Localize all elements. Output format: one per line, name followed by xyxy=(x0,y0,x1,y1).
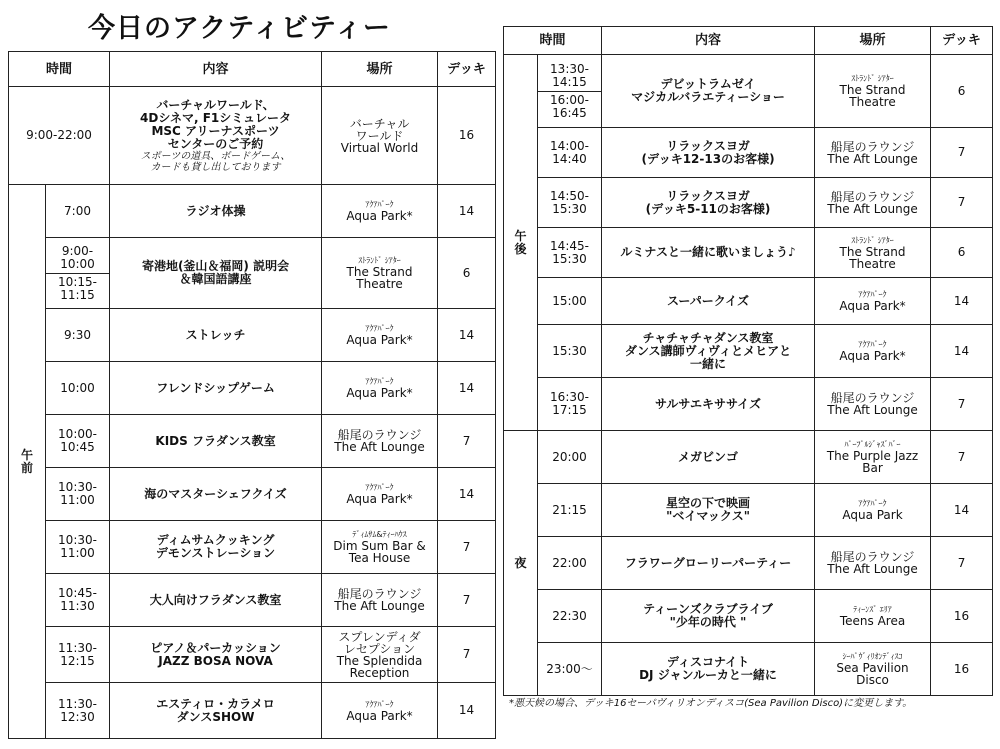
place-name: The Strand Theatre xyxy=(346,265,413,291)
time-cell: 9:30 xyxy=(46,309,110,362)
time-cell: 11:30- 12:15 xyxy=(46,627,110,683)
activity-cell: ストレッチ xyxy=(110,309,322,362)
schedule-row xyxy=(9,415,496,468)
deck-cell: 16 xyxy=(438,87,496,185)
place-cell xyxy=(322,87,438,185)
time-cell: 20:00 xyxy=(538,431,602,484)
place-name: 船尾のラウンジ The Aft Lounge xyxy=(827,189,918,216)
page-title: 今日のアクティビティー xyxy=(88,13,391,44)
place-cell xyxy=(322,521,438,574)
deck-cell: 6 xyxy=(931,55,993,128)
place-kana: ﾃｨｰﾝｽﾞ ｴﾘｱ xyxy=(853,605,892,614)
activity-cell: チャチャチャダンス教室 ダンス講師ヴィヴィとメヒアと 一緒に xyxy=(602,325,815,378)
schedule-row xyxy=(504,537,993,590)
place-name: Aqua Park* xyxy=(346,333,413,347)
place-name: The Strand Theatre xyxy=(839,83,906,109)
deck-cell: 14 xyxy=(931,278,993,325)
schedule-table-afternoon-night xyxy=(503,26,993,696)
activity-cell: リラックスヨガ (デッキ12-13のお客様) xyxy=(602,128,815,178)
place-kana: ｱｸｱﾊﾟｰｸ xyxy=(858,340,887,349)
place-kana: ｱｸｱﾊﾟｰｸ xyxy=(365,324,394,333)
place-kana: ｼｰﾊﾟｳﾞｨﾘｵﾝﾃﾞｨｽｺ xyxy=(842,652,903,661)
place-name: Sea Pavilion Disco xyxy=(836,661,909,687)
time-cell: 22:00 xyxy=(538,537,602,590)
time-cell: 9:00- 10:00 10:15- 11:15 xyxy=(46,238,110,309)
place-kana: ｱｸｱﾊﾟｰｸ xyxy=(365,483,394,492)
place-cell xyxy=(815,55,931,128)
schedule-row xyxy=(504,484,993,537)
deck-cell: 7 xyxy=(438,574,496,627)
schedule-row xyxy=(504,431,993,484)
schedule-row xyxy=(9,238,496,309)
time-cell: 15:30 xyxy=(538,325,602,378)
place-cell xyxy=(322,415,438,468)
time-cell: 9:00-22:00 xyxy=(9,87,110,185)
header-deck: デッキ xyxy=(931,27,993,55)
place-name: 船尾のラウンジ The Aft Lounge xyxy=(827,139,918,166)
deck-cell: 16 xyxy=(931,643,993,696)
activity-cell: メガビンゴ xyxy=(602,431,815,484)
place-cell xyxy=(815,278,931,325)
place-kana: ｽﾄﾗﾝﾄﾞ ｼｱﾀｰ xyxy=(851,74,894,83)
place-name: Aqua Park* xyxy=(346,209,413,223)
time-cell: 22:30 xyxy=(538,590,602,643)
place-name: 船尾のラウンジ The Aft Lounge xyxy=(334,587,425,613)
time-cell: 14:00- 14:40 xyxy=(538,128,602,178)
place-name: Aqua Park xyxy=(842,508,903,522)
place-cell xyxy=(815,228,931,278)
schedule-row xyxy=(504,590,993,643)
deck-cell: 7 xyxy=(931,431,993,484)
place-cell xyxy=(322,309,438,362)
time-cell: 10:30- 11:00 xyxy=(46,521,110,574)
footnote: *悪天候の場合、デッキ16セーパヴィリオンディスコ(Sea Pavilion Disco)に変更します。 xyxy=(509,698,913,709)
place-name: Aqua Park* xyxy=(839,299,906,313)
deck-cell: 7 xyxy=(931,378,993,431)
place-cell xyxy=(815,378,931,431)
time-cell: 21:15 xyxy=(538,484,602,537)
schedule-row xyxy=(504,55,993,128)
schedule-row xyxy=(504,228,993,278)
activity-cell: ピアノ＆パーカッション JAZZ BOSA NOVA xyxy=(110,627,322,683)
deck-cell: 6 xyxy=(931,228,993,278)
place-name: The Strand Theatre xyxy=(839,244,906,271)
time-cell: 10:30- 11:00 xyxy=(46,468,110,521)
activity-cell: デビットラムゼイ マジカルバラエティーショー xyxy=(602,55,815,128)
time-cell: 11:30- 12:30 xyxy=(46,683,110,739)
place-cell xyxy=(815,431,931,484)
place-kana: ｱｸｱﾊﾟｰｸ xyxy=(858,290,887,299)
activity-cell: 大人向けフラダンス教室 xyxy=(110,574,322,627)
place-name: 船尾のラウンジ The Aft Lounge xyxy=(827,550,918,576)
schedule-row xyxy=(504,325,993,378)
activity-cell: バーチャルワールド、 4Dシネマ, F1シミュレータ MSC アリーナスポーツ センターのご予約 スポーツの道具、ボードゲーム、 カードも貸し出しております xyxy=(110,87,322,185)
place-kana: ｱｸｱﾊﾟｰｸ xyxy=(858,499,887,508)
place-name: スプレンディダ レセプション The Splendida Reception xyxy=(336,629,423,680)
place-cell xyxy=(322,185,438,238)
activity-cell: ティーンズクラブライブ "少年の時代 " xyxy=(602,590,815,643)
place-cell xyxy=(815,643,931,696)
header-place: 場所 xyxy=(322,52,438,87)
place-cell xyxy=(322,238,438,309)
activity-cell: サルサエキササイズ xyxy=(602,378,815,431)
deck-cell: 7 xyxy=(438,415,496,468)
deck-cell: 14 xyxy=(438,309,496,362)
deck-cell: 14 xyxy=(438,185,496,238)
time-cell: 14:45- 15:30 xyxy=(538,228,602,278)
place-cell xyxy=(815,590,931,643)
activity-cell: 星空の下で映画 "ベイマックス" xyxy=(602,484,815,537)
activity-cell: ルミナスと一緒に歌いましょう♪ xyxy=(602,228,815,278)
deck-cell: 14 xyxy=(931,484,993,537)
place-name: Teens Area xyxy=(839,614,906,628)
deck-cell: 7 xyxy=(438,521,496,574)
header-time: 時間 xyxy=(504,27,602,55)
time-cell-second: 16:00- 16:45 xyxy=(538,91,602,120)
place-cell xyxy=(322,468,438,521)
schedule-table-morning xyxy=(8,51,496,739)
place-cell xyxy=(815,537,931,590)
header-place: 場所 xyxy=(815,27,931,55)
header-row xyxy=(9,52,496,87)
activity-note: スポーツの道具、ボードゲーム、 カードも貸し出しております xyxy=(140,150,291,173)
header-time: 時間 xyxy=(9,52,110,87)
place-kana: ﾊﾟｰﾌﾟﾙｼﾞｬｽﾞﾊﾞｰ xyxy=(844,440,901,449)
place-cell xyxy=(815,178,931,228)
place-kana: ｱｸｱﾊﾟｰｸ xyxy=(365,377,394,386)
time-cell-second: 10:15- 11:15 xyxy=(46,273,110,302)
place-name: Aqua Park* xyxy=(346,386,413,400)
schedule-row xyxy=(504,178,993,228)
place-cell xyxy=(815,128,931,178)
deck-cell: 7 xyxy=(931,178,993,228)
place-name: Aqua Park* xyxy=(346,708,413,723)
schedule-row xyxy=(9,362,496,415)
activity-cell: KIDS フラダンス教室 xyxy=(110,415,322,468)
activity-cell: ディスコナイト DJ ジャンルーカと一緒に xyxy=(602,643,815,696)
deck-cell: 14 xyxy=(438,683,496,739)
place-kana: ｽﾄﾗﾝﾄﾞ ｼｱﾀｰ xyxy=(358,256,401,265)
place-name: Dim Sum Bar & Tea House xyxy=(333,539,426,565)
activity-cell: スーパークイズ xyxy=(602,278,815,325)
place-name: 船尾のラウンジ The Aft Lounge xyxy=(334,428,425,454)
place-kana: ｱｸｱﾊﾟｰｸ xyxy=(365,699,394,709)
activity-cell: フレンドシップゲーム xyxy=(110,362,322,415)
place-name: Aqua Park* xyxy=(839,349,906,363)
time-cell: 10:00 xyxy=(46,362,110,415)
deck-cell: 7 xyxy=(931,537,993,590)
activity-cell: リラックスヨガ (デッキ5-11のお客様) xyxy=(602,178,815,228)
time-cell: 23:00～ xyxy=(538,643,602,696)
deck-cell: 16 xyxy=(931,590,993,643)
schedule-row xyxy=(9,627,496,683)
schedule-row xyxy=(9,521,496,574)
schedule-row xyxy=(504,378,993,431)
schedule-row xyxy=(9,309,496,362)
activity-cell: エスティロ・カラメロ ダンスSHOW xyxy=(110,683,322,739)
schedule-row xyxy=(504,278,993,325)
time-cell: 10:00- 10:45 xyxy=(46,415,110,468)
place-cell xyxy=(322,683,438,739)
activity-cell: ラジオ体操 xyxy=(110,185,322,238)
time-cell: 13:30- 14:15 16:00- 16:45 xyxy=(538,55,602,128)
period-label: 午 後 xyxy=(504,55,538,431)
activity-cell: フラワーグローリーパーティー xyxy=(602,537,815,590)
place-name: バーチャル ワールド Virtual World xyxy=(340,116,419,155)
activity-cell: 寄港地(釜山＆福岡) 説明会 ＆韓国語講座 xyxy=(110,238,322,309)
place-cell xyxy=(322,362,438,415)
place-name: 船尾のラウンジ The Aft Lounge xyxy=(827,391,918,417)
activity-cell: 海のマスターシェフクイズ xyxy=(110,468,322,521)
header-content: 内容 xyxy=(110,52,322,87)
place-name: Aqua Park* xyxy=(346,492,413,506)
time-cell: 7:00 xyxy=(46,185,110,238)
place-cell xyxy=(322,627,438,683)
schedule-row xyxy=(9,468,496,521)
schedule-row xyxy=(9,185,496,238)
time-cell: 14:50- 15:30 xyxy=(538,178,602,228)
deck-cell: 14 xyxy=(438,362,496,415)
place-cell xyxy=(322,574,438,627)
time-cell: 15:00 xyxy=(538,278,602,325)
deck-cell: 7 xyxy=(931,128,993,178)
place-kana: ｱｸｱﾊﾟｰｸ xyxy=(365,200,394,209)
schedule-row xyxy=(504,128,993,178)
schedule-row xyxy=(504,643,993,696)
place-kana: ｽﾄﾗﾝﾄﾞ ｼｱﾀｰ xyxy=(851,235,894,245)
activity-cell: ディムサムクッキング デモンストレーション xyxy=(110,521,322,574)
place-name: The Purple Jazz Bar xyxy=(826,449,919,475)
header-content: 内容 xyxy=(602,27,815,55)
deck-cell: 14 xyxy=(931,325,993,378)
header-row xyxy=(504,27,993,55)
period-label: 午 前 xyxy=(9,185,46,739)
deck-cell: 6 xyxy=(438,238,496,309)
time-cell: 10:45- 11:30 xyxy=(46,574,110,627)
place-cell xyxy=(815,484,931,537)
time-cell: 16:30- 17:15 xyxy=(538,378,602,431)
period-label: 夜 xyxy=(504,431,538,696)
place-kana: ﾃﾞｨﾑｻﾑ&ﾃｨｰﾊｳｽ xyxy=(352,530,407,539)
schedule-row xyxy=(9,683,496,739)
place-cell xyxy=(815,325,931,378)
schedule-row-first xyxy=(9,87,496,185)
deck-cell: 14 xyxy=(438,468,496,521)
header-deck: デッキ xyxy=(438,52,496,87)
deck-cell: 7 xyxy=(438,627,496,683)
schedule-row xyxy=(9,574,496,627)
